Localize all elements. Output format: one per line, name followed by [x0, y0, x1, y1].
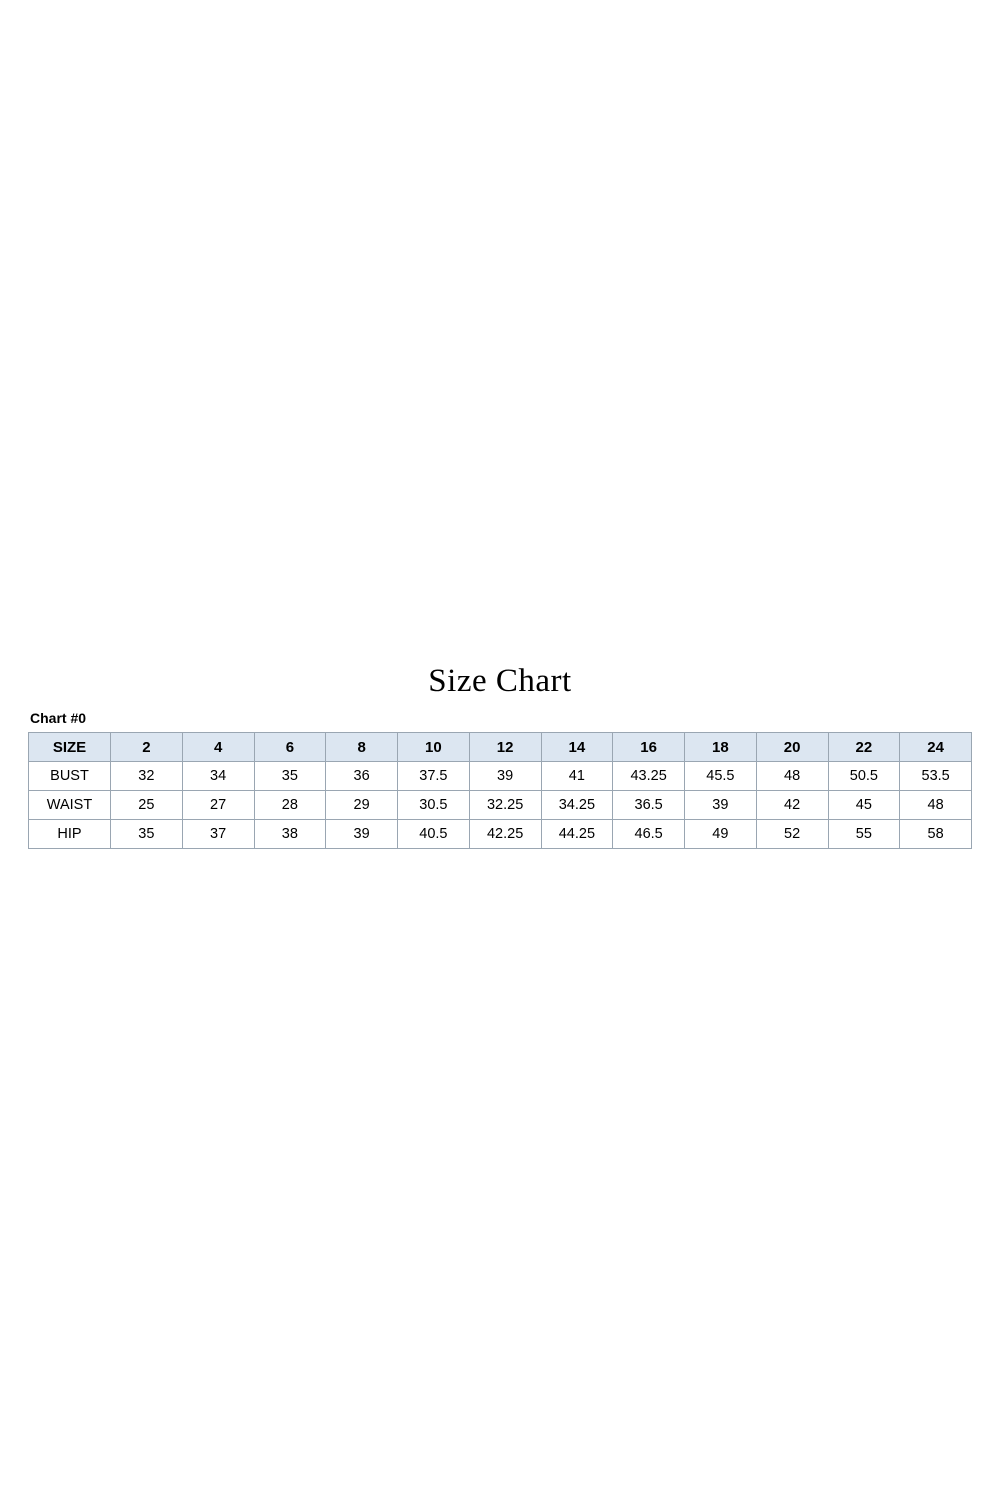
cell-bust-18: 45.5 [685, 762, 757, 791]
cell-bust-10: 37.5 [398, 762, 470, 791]
column-header-size-10: 10 [398, 733, 470, 762]
cell-hip-6: 38 [254, 820, 326, 849]
cell-waist-12: 32.25 [469, 791, 541, 820]
cell-hip-18: 49 [685, 820, 757, 849]
cell-hip-10: 40.5 [398, 820, 470, 849]
cell-hip-16: 46.5 [613, 820, 685, 849]
cell-waist-8: 29 [326, 791, 398, 820]
column-header-size-8: 8 [326, 733, 398, 762]
cell-hip-20: 52 [756, 820, 828, 849]
column-header-size-12: 12 [469, 733, 541, 762]
cell-bust-2: 32 [111, 762, 183, 791]
cell-bust-4: 34 [182, 762, 254, 791]
row-header-bust: BUST [29, 762, 111, 791]
cell-bust-16: 43.25 [613, 762, 685, 791]
table-row [29, 762, 972, 791]
column-header-size: SIZE [29, 733, 111, 762]
cell-hip-8: 39 [326, 820, 398, 849]
cell-hip-22: 55 [828, 820, 900, 849]
cell-bust-6: 35 [254, 762, 326, 791]
column-header-size-18: 18 [685, 733, 757, 762]
cell-hip-4: 37 [182, 820, 254, 849]
cell-bust-14: 41 [541, 762, 613, 791]
chart-number-label: Chart #0 [30, 710, 87, 726]
cell-waist-16: 36.5 [613, 791, 685, 820]
table-row [29, 791, 972, 820]
column-header-size-6: 6 [254, 733, 326, 762]
cell-bust-24: 53.5 [900, 762, 972, 791]
column-header-size-14: 14 [541, 733, 613, 762]
table-row [29, 820, 972, 849]
column-header-size-24: 24 [900, 733, 972, 762]
column-header-size-4: 4 [182, 733, 254, 762]
cell-waist-14: 34.25 [541, 791, 613, 820]
cell-bust-8: 36 [326, 762, 398, 791]
cell-waist-20: 42 [756, 791, 828, 820]
table-header-row [29, 733, 972, 762]
table-body [29, 762, 972, 849]
cell-bust-20: 48 [756, 762, 828, 791]
cell-waist-6: 28 [254, 791, 326, 820]
cell-waist-24: 48 [900, 791, 972, 820]
table-header [29, 733, 972, 762]
cell-waist-10: 30.5 [398, 791, 470, 820]
size-table-container [28, 732, 972, 849]
row-header-hip: HIP [29, 820, 111, 849]
page-title: Size Chart [428, 663, 572, 699]
cell-waist-22: 45 [828, 791, 900, 820]
cell-waist-18: 39 [685, 791, 757, 820]
cell-hip-14: 44.25 [541, 820, 613, 849]
cell-hip-2: 35 [111, 820, 183, 849]
cell-bust-12: 39 [469, 762, 541, 791]
column-header-size-2: 2 [111, 733, 183, 762]
cell-bust-22: 50.5 [828, 762, 900, 791]
row-header-waist: WAIST [29, 791, 111, 820]
cell-waist-2: 25 [111, 791, 183, 820]
cell-hip-12: 42.25 [469, 820, 541, 849]
cell-hip-24: 58 [900, 820, 972, 849]
column-header-size-20: 20 [756, 733, 828, 762]
cell-waist-4: 27 [182, 791, 254, 820]
column-header-size-16: 16 [613, 733, 685, 762]
size-chart-table [28, 732, 972, 849]
column-header-size-22: 22 [828, 733, 900, 762]
